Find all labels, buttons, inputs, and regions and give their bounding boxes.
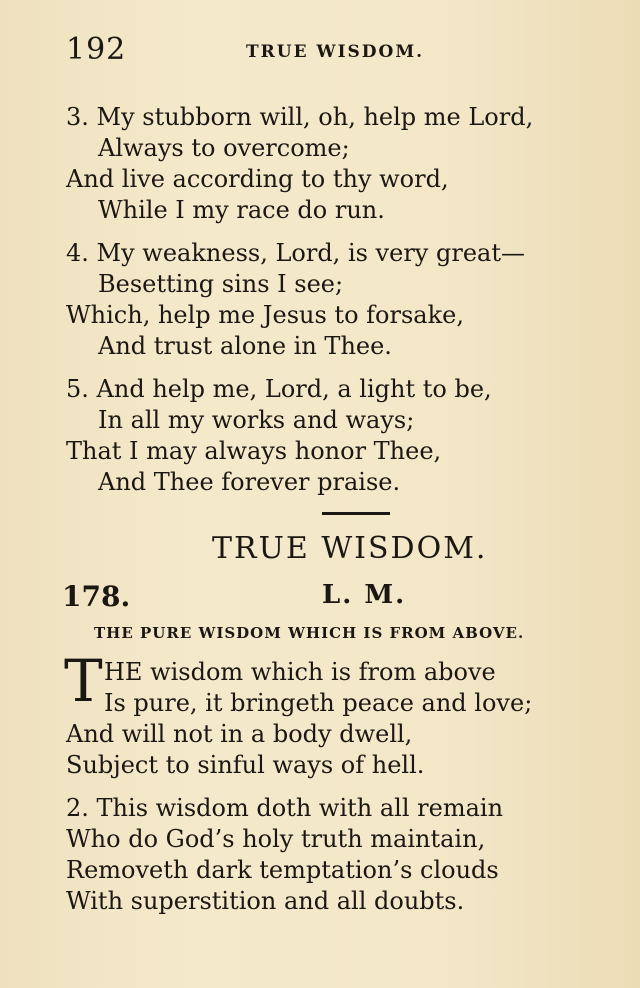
verse-line: Besetting sins I see;	[98, 270, 344, 298]
running-title: TRUE WISDOM.	[246, 42, 425, 62]
verse-line: That I may always honor Thee,	[66, 437, 442, 465]
verse-line: And will not in a body dwell,	[66, 720, 413, 748]
verse-line: Is pure, it bringeth peace and love;	[104, 689, 533, 717]
verse-line: And trust alone in Thee.	[98, 332, 392, 360]
drop-cap: T	[64, 647, 103, 715]
verse-line: Removeth dark temptation’s clouds	[66, 856, 499, 884]
verse-line: Subject to sinful ways of hell.	[66, 751, 425, 779]
hymn-title: TRUE WISDOM.	[212, 531, 488, 566]
verse-line: And live according to thy word,	[66, 165, 449, 193]
verse-line: And Thee forever praise.	[98, 468, 401, 496]
section-divider	[322, 512, 390, 515]
verse-line: While I my race do run.	[98, 196, 385, 224]
verse-text: This wisdom doth with all remain	[96, 794, 504, 822]
verse-line	[66, 102, 533, 132]
verse-line: In all my works and ways;	[98, 406, 415, 434]
verse-text: And help me, Lord, a light to be,	[96, 375, 492, 403]
verse-line: Who do God’s holy truth maintain,	[66, 825, 486, 853]
verse-number: 3.	[66, 103, 89, 131]
verse-text: My weakness, Lord, is very great—	[96, 239, 525, 267]
page-number: 192	[66, 32, 127, 67]
verse-line: HE wisdom which is from above	[104, 658, 496, 686]
verse-text: My stubborn will, oh, help me Lord,	[96, 103, 534, 131]
verse-line	[66, 374, 492, 404]
verse-number: 2.	[66, 794, 89, 822]
verse-line: Always to overcome;	[98, 134, 350, 162]
verse-line: Which, help me Jesus to forsake,	[66, 301, 464, 329]
verse-line: With superstition and all doubts.	[66, 887, 465, 915]
hymn-meter: L. M.	[322, 580, 407, 610]
hymn-number: 178.	[62, 580, 131, 613]
page-header	[66, 32, 600, 72]
hymn-subtitle: THE PURE WISDOM WHICH IS FROM ABOVE.	[94, 624, 525, 642]
verse-number: 5.	[66, 375, 89, 403]
verse-number: 4.	[66, 239, 89, 267]
verse-line	[66, 793, 503, 823]
verse-line	[66, 238, 525, 268]
